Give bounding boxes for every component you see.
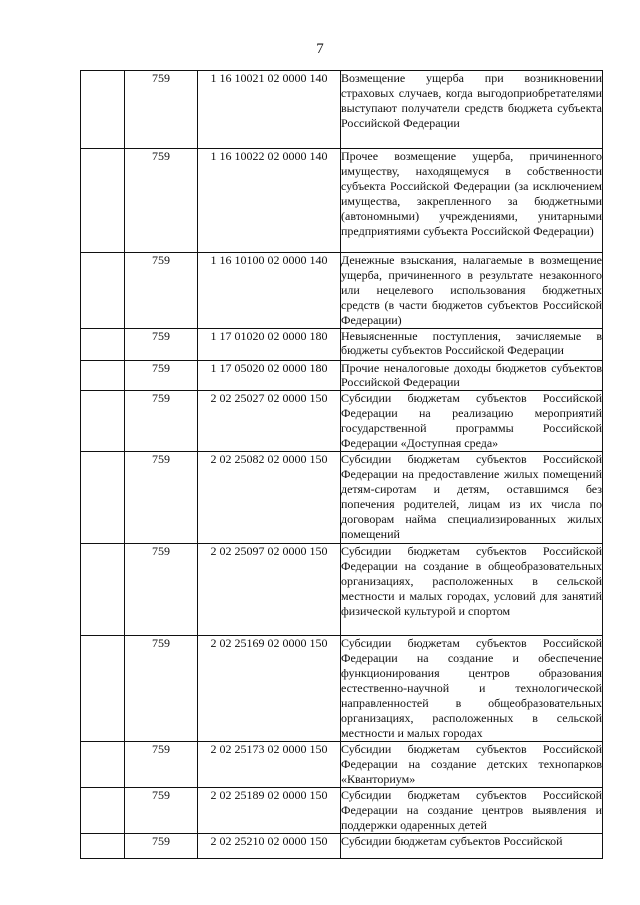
admin-code-cell: 759: [125, 149, 198, 253]
description-cell: Прочие неналоговые доходы бюджетов субъектов Российской Федерации: [341, 360, 602, 390]
description-cell: Прочее возмещение ущерба, причиненного имуществу, находящемуся в собственности субъекта Российской Федерации (за исключением имущества, закрепленного за бюджетными (автономными) учреждениями, унитарными предприятиями субъекта Российской Федерации): [341, 149, 603, 253]
description-cell: Субсидии бюджетам субъектов Российской Федерации на создание центров выявления и поддержки одаренных детей: [341, 788, 602, 832]
description-cell: Субсидии бюджетам субъектов Российской Федерации на реализацию мероприятий государственной программы Российской Федерации «Доступная среда»: [341, 391, 602, 451]
budget-code-cell: 2 02 25173 02 0000 150: [198, 742, 341, 788]
budget-code-cell: 1 16 10021 02 0000 140: [198, 71, 341, 149]
budget-code-cell: 2 02 25210 02 0000 150: [198, 834, 341, 859]
budget-code-cell: 1 17 05020 02 0000 180: [198, 360, 341, 391]
table-row: [81, 71, 603, 149]
empty-cell: [81, 253, 125, 329]
admin-code-cell: 759: [125, 742, 198, 788]
budget-code-cell: 2 02 25027 02 0000 150: [198, 391, 341, 452]
admin-code-cell: 759: [125, 544, 198, 636]
table-row: [81, 742, 603, 788]
budget-code-cell: 2 02 25097 02 0000 150: [198, 544, 341, 636]
table-row: [81, 452, 603, 544]
budget-code-cell: 2 02 25169 02 0000 150: [198, 636, 341, 742]
admin-code-cell: 759: [125, 788, 198, 834]
budget-code-cell: 2 02 25082 02 0000 150: [198, 452, 341, 544]
empty-cell: [81, 328, 125, 360]
admin-code-cell: 759: [125, 834, 198, 859]
description-cell: Субсидии бюджетам субъектов Российской Федерации на предоставление жилых помещений детям-сиротам и детям, оставшимся без попечения родителей, лицам из их числа по договорам найма специализированных жилых помещений: [341, 452, 603, 544]
admin-code-cell: 759: [125, 360, 198, 391]
table-row: [81, 834, 603, 859]
empty-cell: [81, 452, 125, 544]
table-row: [81, 544, 603, 636]
description-cell: Субсидии бюджетам субъектов Российской Федерации на создание детских технопарков «Кванториум»: [341, 742, 602, 787]
empty-cell: [81, 360, 125, 391]
empty-cell: [81, 71, 125, 149]
description-cell: Невыясненные поступления, зачисляемые в бюджеты субъектов Российской Федерации: [341, 328, 603, 360]
description-cell: Субсидии бюджетам субъектов Российской Федерации на создание и обеспечение функционирования центров образования естественно-научной и технологической направленностей в общеобразовательных организациях, расположенных в сельской местности и малых городах: [341, 636, 603, 742]
table-row: [81, 360, 603, 391]
budget-code-cell: 1 16 10022 02 0000 140: [198, 149, 341, 253]
admin-code-cell: 759: [125, 452, 198, 544]
empty-cell: [81, 742, 125, 788]
table-row: [81, 253, 603, 329]
empty-cell: [81, 149, 125, 253]
table-row: [81, 788, 603, 834]
admin-code-cell: 759: [125, 391, 198, 452]
empty-cell: [81, 788, 125, 834]
budget-code-cell: 2 02 25189 02 0000 150: [198, 788, 341, 834]
table-row: [81, 391, 603, 452]
empty-cell: [81, 544, 125, 636]
empty-cell: [81, 636, 125, 742]
table-row: [81, 149, 603, 253]
description-cell: Субсидии бюджетам субъектов Российской Федерации на создание в общеобразовательных организациях, расположенных в сельской местности и малых городах, условий для занятий физической культурой и спортом: [341, 544, 603, 636]
admin-code-cell: 759: [125, 71, 198, 149]
table-row: [81, 328, 603, 360]
page-number: 7: [316, 41, 324, 57]
admin-code-cell: 759: [125, 328, 198, 360]
empty-cell: [81, 834, 125, 859]
budget-code-cell: 1 17 01020 02 0000 180: [198, 328, 341, 360]
empty-cell: [81, 391, 125, 452]
admin-code-cell: 759: [125, 636, 198, 742]
description-cell: Денежные взыскания, налагаемые в возмещение ущерба, причиненного в результате незаконного или нецелевого использования бюджетных средств (в части бюджетов субъектов Российской Федерации): [341, 253, 602, 327]
table-row: [81, 636, 603, 742]
description-cell: Субсидии бюджетам субъектов Российской: [341, 834, 603, 859]
budget-codes-table: [80, 70, 603, 859]
description-cell: Возмещение ущерба при возникновении страховых случаев, когда выгодоприобретателями выступают получатели средств бюджета субъекта Российской Федерации: [341, 71, 603, 149]
budget-code-cell: 1 16 10100 02 0000 140: [198, 253, 341, 329]
admin-code-cell: 759: [125, 253, 198, 329]
